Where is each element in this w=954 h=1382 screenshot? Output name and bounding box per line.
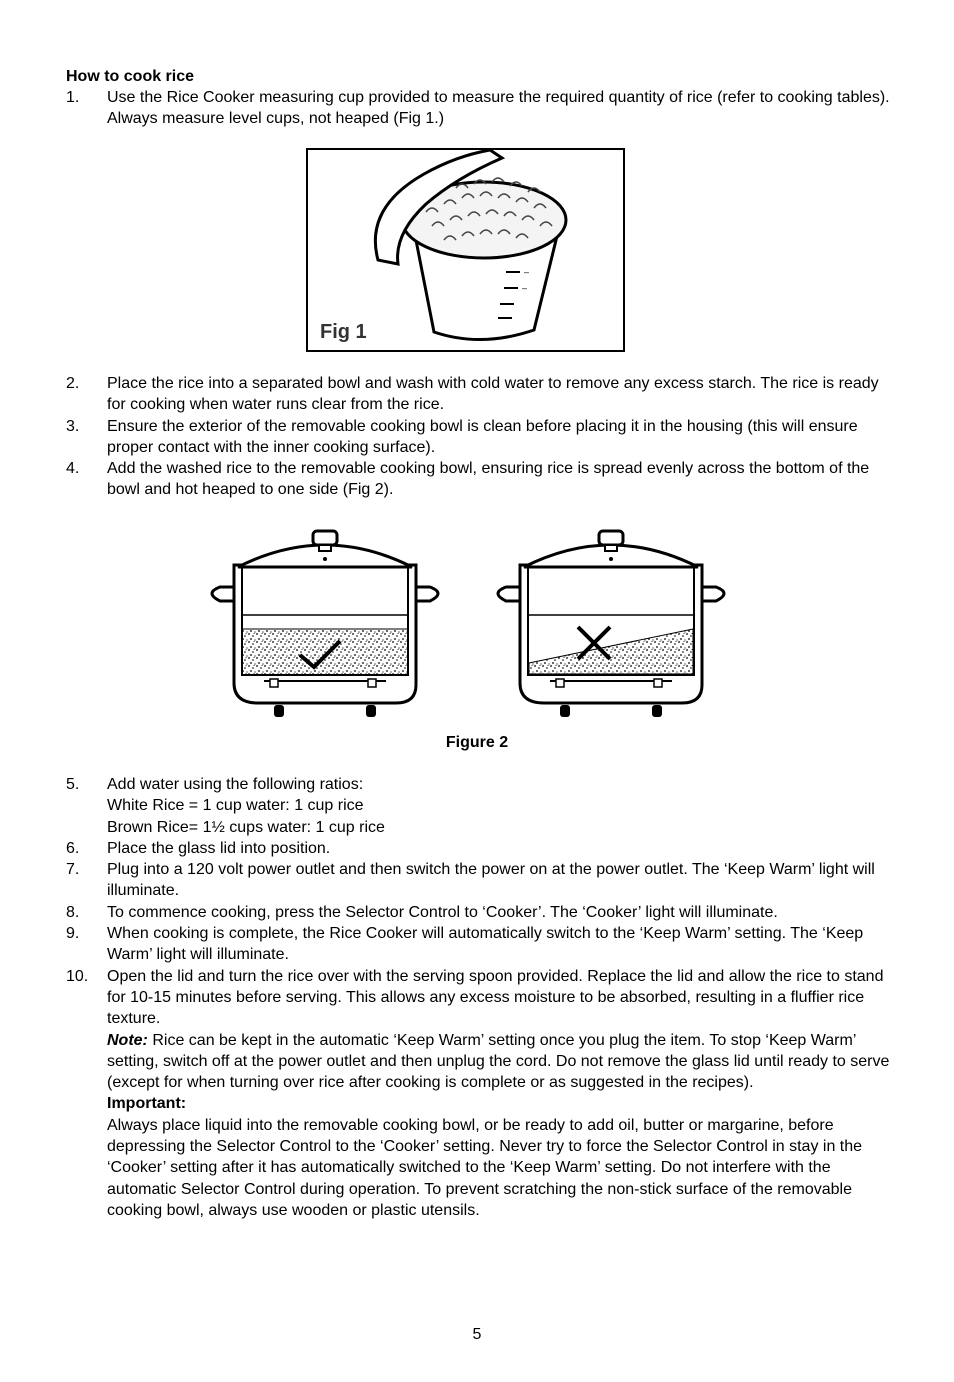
- fig1-label: Fig 1: [320, 321, 367, 343]
- note-paragraph: [107, 1030, 896, 1094]
- figure-2-caption: Figure 2: [445, 734, 509, 751]
- important-label: Important:: [107, 1095, 187, 1113]
- step-number: 6.: [66, 839, 80, 857]
- list-item: [66, 902, 896, 923]
- step-text: [107, 966, 896, 1222]
- list-item: [66, 838, 896, 859]
- rice-cooker-correct-icon: [212, 531, 438, 717]
- steps-list-b: [66, 373, 896, 501]
- figure-2-rice-cookers: [200, 505, 744, 731]
- list-item: [66, 859, 896, 902]
- step-text: Ensure the exterior of the removable cooking bowl is clean before placing it in the housing (this will ensure proper contact with the inner cooking surface).: [107, 417, 858, 456]
- steps-list-a: [66, 87, 896, 130]
- figure-1-measuring-cup: [306, 148, 625, 352]
- list-item: [66, 416, 896, 459]
- step-text: Plug into a 120 volt power outlet and then switch the power on at the power outlet. The ‘Keep Warm’ light will illuminate.: [107, 861, 875, 900]
- step-text: Place the glass lid into position.: [107, 839, 331, 857]
- step-number: 10.: [66, 967, 89, 985]
- step-number: 8.: [66, 903, 80, 921]
- step-10-text: Open the lid and turn the rice over with the serving spoon provided. Replace the lid and allow the rice to stand for 10-15 minutes before serving. This allows any excess moisture to be absorbed, resulting in a fluffier rice texture.: [107, 967, 884, 1028]
- note-label: Note:: [107, 1031, 148, 1049]
- step-number: 1.: [66, 89, 80, 106]
- step-5-line-2: White Rice = 1 cup water: 1 cup rice: [107, 797, 364, 815]
- step-text: Add the washed rice to the removable cooking bowl, ensuring rice is spread evenly across the bottom of the bowl and hot heaped to one side (Fig 2).: [107, 460, 870, 499]
- section-heading: How to cook rice: [66, 68, 195, 85]
- page-number: 5: [472, 1326, 482, 1343]
- step-text: To commence cooking, press the Selector Control to ‘Cooker’. The ‘Cooker’ light will illuminate.: [107, 903, 778, 921]
- step-number: 2.: [66, 375, 80, 392]
- step-text: Use the Rice Cooker measuring cup provided to measure the required quantity of rice (refer to cooking tables). Always measure level cups, not heaped (Fig 1.): [107, 89, 890, 128]
- step-text: When cooking is complete, the Rice Cooker will automatically switch to the ‘Keep Warm’ setting. The ‘Keep Warm’ light will illuminate.: [107, 925, 864, 964]
- list-item: [66, 87, 896, 130]
- step-5-line-1: Add water using the following ratios:: [107, 776, 364, 793]
- step-text: Place the rice into a separated bowl and wash with cold water to remove any excess starch. The rice is ready for cooking when water runs clear from the rice.: [107, 375, 879, 414]
- important-text: Always place liquid into the removable cooking bowl, or be ready to add oil, butter or margarine, before depressing the Selector Control to the ‘Cooker’ setting. Never try to force the Selector Control in stay in the ‘Cooker’ setting after it has automatically switched to the ‘Keep Warm’ setting. Do not interfere with the automatic Selector Control during operation. To prevent scratching the non-stick surface of the removable cooking bowl, always use wooden or plastic utensils.: [107, 1116, 863, 1219]
- svg-text:–: –: [522, 283, 528, 293]
- list-item: [66, 774, 896, 838]
- steps-list-c: [66, 774, 896, 1221]
- svg-text:–: –: [524, 267, 530, 277]
- note-text: Rice can be kept in the automatic ‘Keep Warm’ setting once you plug the item. To stop ‘Keep Warm’ setting, switch off at the power outlet and then unplug the cord. Do not remove the glass lid until ready to serve (except for when turning over rice after cooking is complete or as suggested in the recipes).: [107, 1031, 890, 1092]
- step-number: 4.: [66, 460, 80, 478]
- list-item: [66, 458, 896, 501]
- list-item: [66, 966, 896, 1222]
- step-5-line-3: Brown Rice= 1½ cups water: 1 cup rice: [107, 818, 385, 836]
- step-number: 3.: [66, 417, 80, 435]
- list-item: [66, 923, 896, 966]
- rice-cooker-incorrect-icon: [498, 531, 724, 717]
- step-number: 5.: [66, 776, 80, 793]
- step-number: 9.: [66, 925, 80, 943]
- step-number: 7.: [66, 861, 80, 879]
- list-item: [66, 373, 896, 416]
- step-text: [107, 774, 896, 838]
